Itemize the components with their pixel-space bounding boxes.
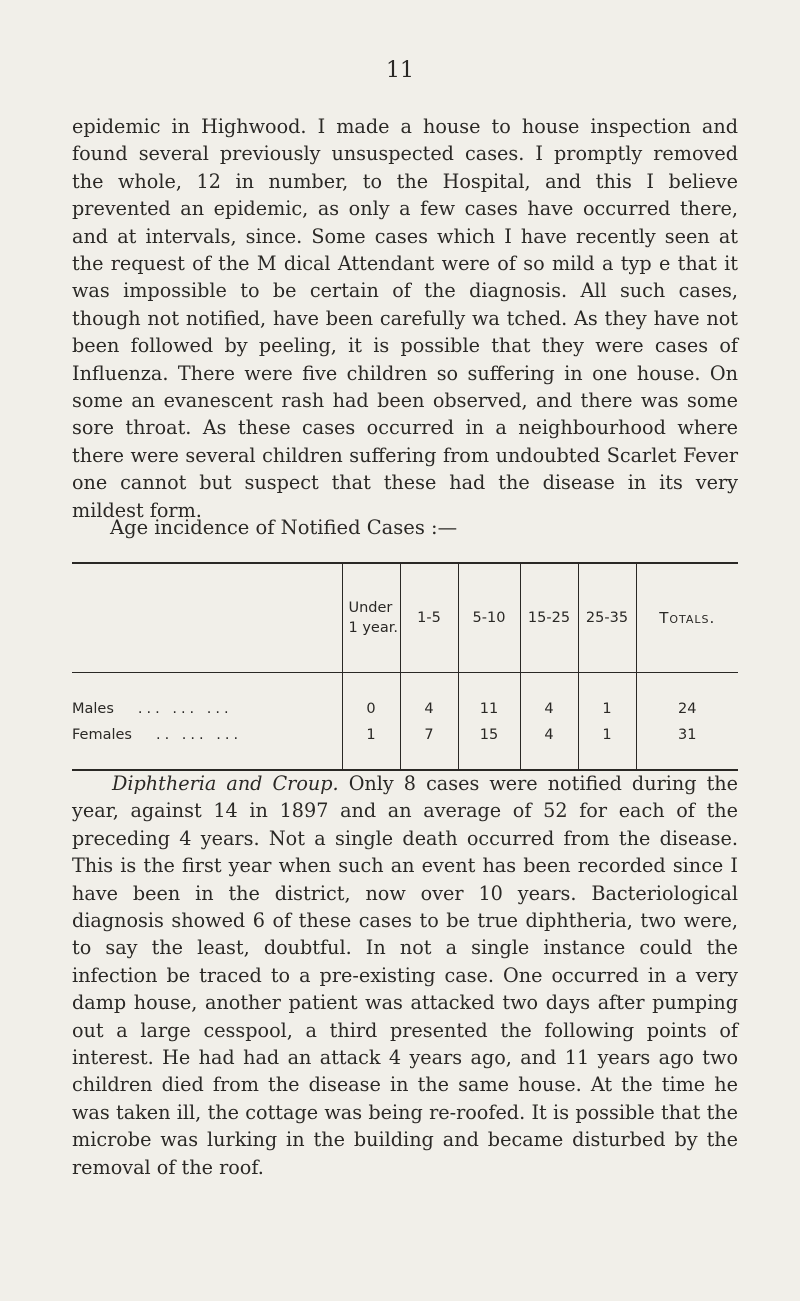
paragraph-diphtheria-text: Only 8 cases were notified during the year, against 14 in 1897 and an average of 52 for each of the preceding 4 years. Not a single death occurred from the disease. This is the first year when such an event has been recorded since I have been in the district, now over 10 years. Bacteriological diagnosis showed 6 of these cases to be true diphtheria, two were, to say the least, doubtful. In not a single instance could the infection be traced to a pre-existing case. One occurred in a very damp house, another patient was attacked two days after pumping out a large cesspool, a third presented the following points of interest. He had had an attack 4 years ago, and 11 years ago two children died from the disease in the same house. At the time he was taken ill, the cottage was being re-roofed. It is possible that the microbe was lurking in the building and became disturbed by the removal of the roof. [72, 772, 738, 1179]
table-cell: 0 [342, 673, 400, 722]
table-cell: 31 [636, 721, 738, 770]
paragraph-scarlet-fever: epidemic in Highwood. I made a house to house inspection and found several previously unsuspected cases. I promptly removed the whole, 12 in number, to the Hospital, and this I believe prevented an epidemic, as only a few cases have occurred there, and at intervals, since. Some cases which I have recently seen at the request of the M dical Attendant were of so mild a typ e that it was impossible to be certain of the diagnosis. All such cases, though not notified, have been carefully wa tched. As they have not been followed by peeling, it is possible that they were cases of Influenza. There were five children so suffering in one house. On some an evanescent rash had been observed, and there was some sore throat. As these cases occurred in a neighbourhood where there were several children suffering from undoubted Scarlet Fever one cannot but suspect that these had the disease in its very mildest form. [72, 115, 738, 522]
leader-dots: .. ... ... [155, 727, 243, 743]
section-lead-italic: Diphtheria and Croup. [112, 772, 339, 795]
table-cell: 1 [578, 721, 636, 770]
table-cell: 7 [400, 721, 458, 770]
table-cell: 15 [458, 721, 520, 770]
header-15-25: 15-25 [520, 563, 578, 673]
table-cell: 11 [458, 673, 520, 722]
header-totals: Totals. [636, 563, 738, 673]
table-header-row [72, 563, 738, 673]
row-label-text: Females [72, 727, 132, 743]
paragraph-diphtheria [72, 770, 738, 1181]
header-25-35: 25-35 [578, 563, 636, 673]
table-cell: 24 [636, 673, 738, 722]
header-under-1-year: Under 1 year. [342, 563, 400, 673]
leader-dots: ... ... ... [137, 701, 233, 717]
age-incidence-heading: Age incidence of Notified Cases :— [110, 516, 458, 539]
table-cell: 4 [520, 721, 578, 770]
header-1-5: 1-5 [400, 563, 458, 673]
table-cell: 1 [578, 673, 636, 722]
table-cell: 4 [400, 673, 458, 722]
row-label [72, 721, 342, 770]
table-row [72, 721, 738, 770]
header-5-10: 5-10 [458, 563, 520, 673]
table-cell: 4 [520, 673, 578, 722]
age-incidence-table [72, 562, 738, 771]
table-row [72, 673, 738, 722]
row-label-text: Males [72, 701, 114, 717]
row-label [72, 673, 342, 722]
page-number: 11 [386, 58, 414, 83]
header-blank [72, 563, 342, 673]
table-cell: 1 [342, 721, 400, 770]
